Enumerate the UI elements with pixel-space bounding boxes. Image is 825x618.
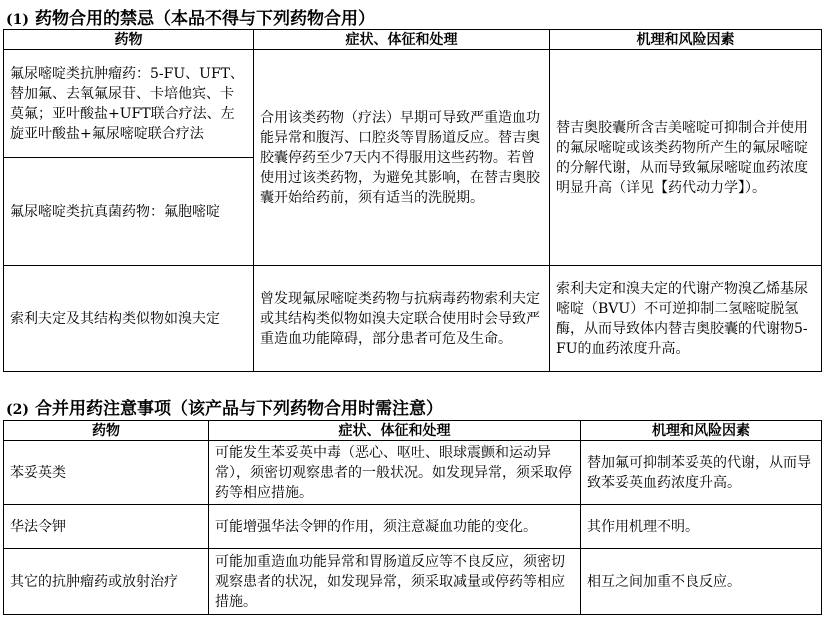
section1-number: (1)	[6, 12, 29, 28]
table-header-row	[4, 421, 822, 441]
mechanism-cell: 索利夫定和溴夫定的代谢产物溴乙烯基尿嘧啶（BVU）不可逆抑制二氢嘧啶脱氢酶，从而导致体内替吉奥胶囊的代谢物5-FU的血药浓度升高。	[550, 266, 822, 372]
header-symptoms: 症状、体征和处理	[209, 421, 581, 441]
precautions-table	[3, 420, 822, 615]
drug-cell: 华法令钾	[4, 505, 209, 549]
drug-cell: 氟尿嘧啶类抗真菌药物：氟胞嘧啶	[4, 158, 254, 266]
header-mechanism: 机理和风险因素	[550, 30, 822, 50]
table-header-row	[4, 30, 822, 50]
section1-note: （本品不得与下列药物合用）	[154, 9, 375, 29]
header-drug: 药物	[4, 30, 254, 50]
mechanism-cell: 替吉奥胶囊所含吉美嘧啶可抑制合并使用的氟尿嘧啶或该类药物所产生的氟尿嘧啶的分解代谢，从而导致氟尿嘧啶血药浓度明显升高（详见【药代动力学】）。	[550, 50, 822, 266]
drug-cell: 苯妥英类	[4, 441, 209, 505]
symptoms-cell: 合用该类药物（疗法）早期可导致严重造血功能异常和腹泻、口腔炎等胃肠道反应。替吉奥胶囊停药至少7天内不得服用这些药物。若曾使用过该类药物，为避免其影响，在替吉奥胶囊开始给药前，须有适当的洗脱期。	[254, 50, 550, 266]
symptoms-cell: 可能加重造血功能异常和胃肠道反应等不良反应，须密切观察患者的状况，如发现异常，须采取减量或停药等相应措施。	[209, 549, 581, 615]
drug-cell: 索利夫定及其结构类似物如溴夫定	[4, 266, 254, 372]
contraindications-table	[3, 29, 822, 372]
section2-note: （该产品与下列药物合用时需注意）	[171, 399, 443, 419]
section2-number: (2)	[6, 402, 29, 418]
header-mechanism: 机理和风险因素	[581, 421, 822, 441]
header-drug: 药物	[4, 421, 209, 441]
section2-title	[6, 394, 443, 419]
section2-title-text: 合并用药注意事项	[35, 399, 171, 419]
table-row	[4, 266, 822, 372]
mechanism-cell: 其作用机理不明。	[581, 505, 822, 549]
section1-title-text: 药物合用的禁忌	[35, 9, 154, 29]
table-row	[4, 50, 822, 158]
drug-cell: 其它的抗肿瘤药或放射治疗	[4, 549, 209, 615]
symptoms-cell: 可能发生苯妥英中毒（恶心、呕吐、眼球震颤和运动异常），须密切观察患者的一般状况。如发现异常，须采取停药等相应措施。	[209, 441, 581, 505]
section1-title	[6, 4, 375, 29]
mechanism-cell: 替加氟可抑制苯妥英的代谢，从而导致苯妥英血药浓度升高。	[581, 441, 822, 505]
table-row	[4, 549, 822, 615]
mechanism-cell: 相互之间加重不良反应。	[581, 549, 822, 615]
drug-cell: 氟尿嘧啶类抗肿瘤药：5-FU、UFT、替加氟、去氧氟尿苷、卡培他宾、卡莫氟；亚叶酸盐+UFT联合疗法、左旋亚叶酸盐+氟尿嘧啶联合疗法	[4, 50, 254, 158]
table-row	[4, 505, 822, 549]
header-symptoms: 症状、体征和处理	[254, 30, 550, 50]
symptoms-cell: 曾发现氟尿嘧啶类药物与抗病毒药物索利夫定或其结构类似物如溴夫定联合使用时会导致严重造血功能障碍，部分患者可危及生命。	[254, 266, 550, 372]
symptoms-cell: 可能增强华法令钾的作用，须注意凝血功能的变化。	[209, 505, 581, 549]
table-row	[4, 441, 822, 505]
